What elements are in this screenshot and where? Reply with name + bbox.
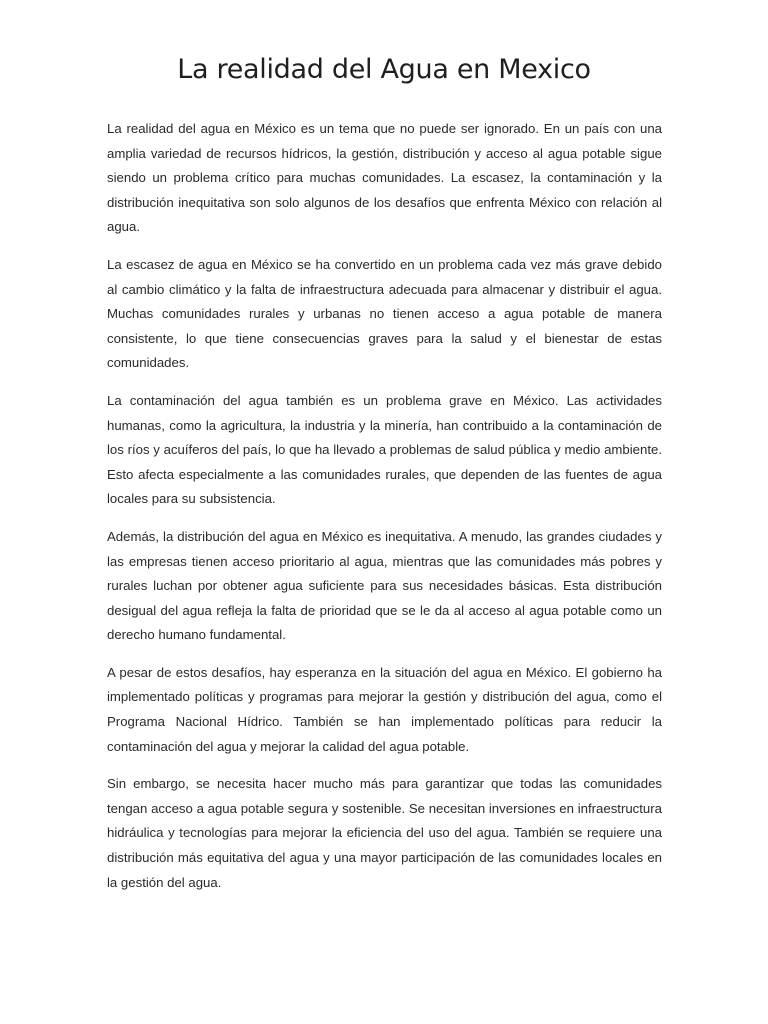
paragraph-1: La realidad del agua en México es un tema que no puede ser ignorado. En un país con una amplia variedad de recursos hídricos, la gestión, distribución y acceso al agua potable sigue siendo un problema crítico para muchas comunidades. La escasez, la contaminación y la distribución inequitativa son solo algunos de los desafíos que enfrenta México con relación al agua. [107, 121, 662, 235]
paragraph-5: A pesar de estos desafíos, hay esperanza en la situación del agua en México. El gobierno ha implementado políticas y programas para mejorar la gestión y distribución del agua, como el Programa Nacional Hídrico. También se han implementado políticas para reducir la contaminación del agua y mejorar la calidad del agua potable. [107, 664, 662, 754]
paragraph-2: La escasez de agua en México se ha convertido en un problema cada vez más grave debido al cambio climático y la falta de infraestructura adecuada para almacenar y distribuir el agua. Muchas comunidades rurales y urbanas no tienen acceso a agua potable de manera consistente, lo que tiene consecuencias graves para la salud y el bienestar de estas comunidades. [107, 256, 662, 371]
paragraph-3: La contaminación del agua también es un problema grave en México. Las actividades humanas, como la agricultura, la industria y la minería, han contribuido a la contaminación de los ríos y acuíferos del país, lo que ha llevado a problemas de salud pública y medio ambiente. Esto afecta especialmente a las comunidades rurales, que dependen de las fuentes de agua locales para su subsistencia. [107, 392, 662, 507]
document-title: La realidad del Agua en Mexico [177, 54, 591, 85]
paragraph-4: Además, la distribución del agua en México es inequitativa. A menudo, las grandes ciudades y las empresas tienen acceso prioritario al agua, mientras que las comunidades más pobres y rurales luchan por obtener agua suficiente para sus necesidades básicas. Esta distribución desigual del agua refleja la falta de prioridad que se le da al acceso al agua potable como un derecho humano fundamental. [107, 528, 662, 643]
paragraph-6: Sin embargo, se necesita hacer mucho más para garantizar que todas las comunidades tengan acceso a agua potable segura y sostenible. Se necesitan inversiones en infraestructura hidráulica y tecnologías para mejorar la eficiencia del uso del agua. También se requiere una distribución más equitativa del agua y una mayor participación de las comunidades locales en la gestión del agua. [107, 776, 662, 890]
document-body [107, 117, 662, 908]
